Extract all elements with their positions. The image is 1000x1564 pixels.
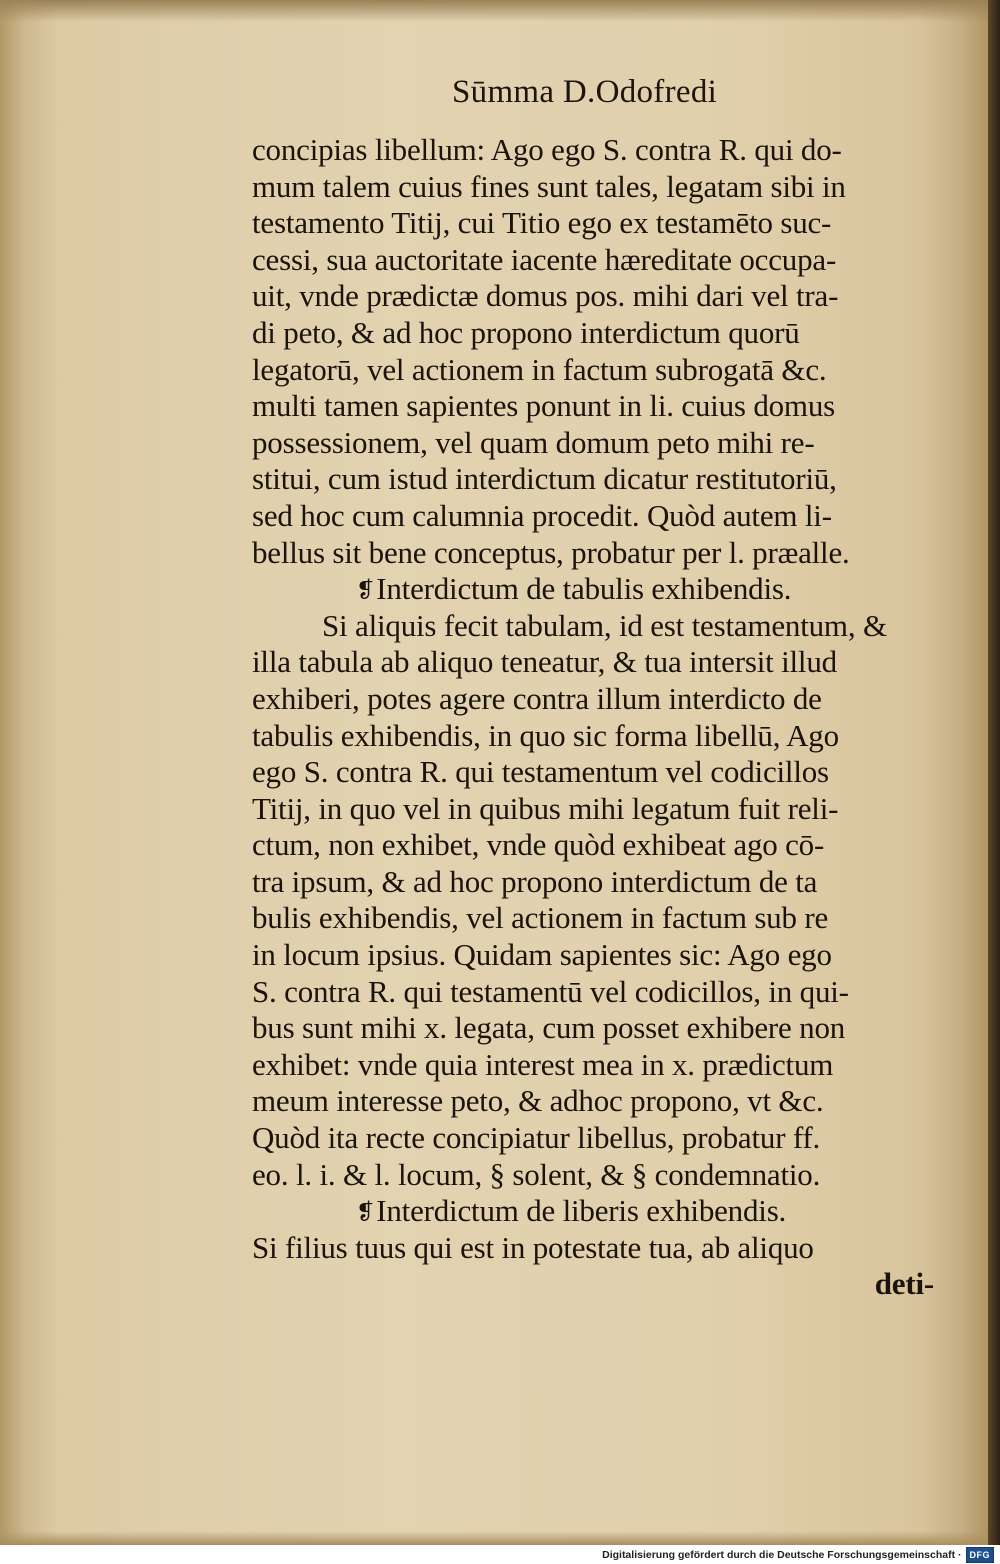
text-line: S. contra R. qui testamentū vel codicillos, in qui-	[252, 973, 849, 1009]
catchword: deti-	[874, 1266, 934, 1302]
text-line: illa tabula ab aliquo teneatur, & tua intersit illud	[252, 644, 837, 680]
page-text	[252, 132, 942, 1303]
text-line: sed hoc cum calumnia procedit. Quòd autem li-	[252, 497, 832, 533]
text-line: concipias libellum: Ago ego S. contra R. qui do-	[252, 132, 842, 167]
running-head: Sūmma D.Odofredi	[452, 74, 718, 110]
credit-text: Digitalisierung gefördert durch die Deutsche Forschungsgemeinschaft ·	[602, 1548, 962, 1561]
text-line: tabulis exhibendis, in quo sic forma libellū, Ago	[252, 717, 839, 753]
text-line: di peto, & ad hoc propono interdictum quorū	[252, 314, 800, 350]
text-line: bus sunt mihi x. legata, cum posset exhibere non	[252, 1010, 846, 1046]
text-line: meum interesse peto, & adhoc propono, vt &c.	[252, 1083, 824, 1119]
text-line: legatorū, vel actionem in factum subrogatā &c.	[252, 351, 827, 387]
text-line: exhibet: vnde quia interest mea in x. prædictum	[252, 1046, 834, 1082]
section-heading-tabulis	[252, 571, 942, 608]
text-line: bulis exhibendis, vel actionem in factum sub re	[252, 900, 829, 936]
paragraph-mark-icon: ❡	[356, 1199, 375, 1225]
heading-text: Interdictum de liberis exhibendis.	[376, 1193, 787, 1229]
section-heading-liberis	[252, 1193, 942, 1230]
dfg-logo-icon: DFG	[966, 1547, 995, 1563]
text-line: cessi, sua auctoritate iacente hæreditate occupa-	[252, 241, 837, 277]
text-line: Si filius tuus qui est in potestate tua, ab aliquo	[252, 1229, 814, 1265]
page-edge-shadow	[988, 0, 1000, 1545]
text-line: multi tamen sapientes ponunt in li. cuius domus	[252, 388, 835, 424]
text-line: Quòd ita recte concipiatur libellus, probatur ff.	[252, 1120, 821, 1156]
paragraph-mark-icon: ❡	[356, 577, 375, 603]
text-line: testamento Titij, cui Titio ego ex testamēto suc-	[252, 205, 832, 241]
text-line: stitui, cum istud interdictum dicatur restitutoriū,	[252, 461, 837, 497]
text-line: in locum ipsius. Quidam sapientes sic: Ago ego	[252, 937, 832, 973]
text-line: ctum, non exhibet, vnde quòd exhibeat ago cō-	[252, 827, 825, 863]
text-line: possessionem, vel quam domum peto mihi re-	[252, 424, 815, 460]
heading-text: Interdictum de tabulis exhibendis.	[376, 571, 792, 607]
text-line: uit, vnde prædictæ domus pos. mihi dari vel tra-	[252, 278, 839, 314]
text-line: exhiberi, potes agere contra illum interdicto de	[252, 680, 822, 716]
text-line: eo. l. i. & l. locum, § solent, & § condemnatio.	[252, 1156, 821, 1192]
digitization-credit	[602, 1546, 994, 1563]
text-line: Si aliquis fecit tabulam, id est testamentum, &	[322, 607, 887, 643]
text-line: ego S. contra R. qui testamentum vel codicillos	[252, 754, 829, 790]
text-line: mum talem cuius fines sunt tales, legatam sibi in	[252, 168, 846, 204]
text-line: tra ipsum, & ad hoc propono interdictum de ta	[252, 863, 818, 899]
text-line: bellus sit bene conceptus, probatur per l. præalle.	[252, 534, 850, 570]
text-line: Titij, in quo vel in quibus mihi legatum fuit reli-	[252, 790, 839, 826]
